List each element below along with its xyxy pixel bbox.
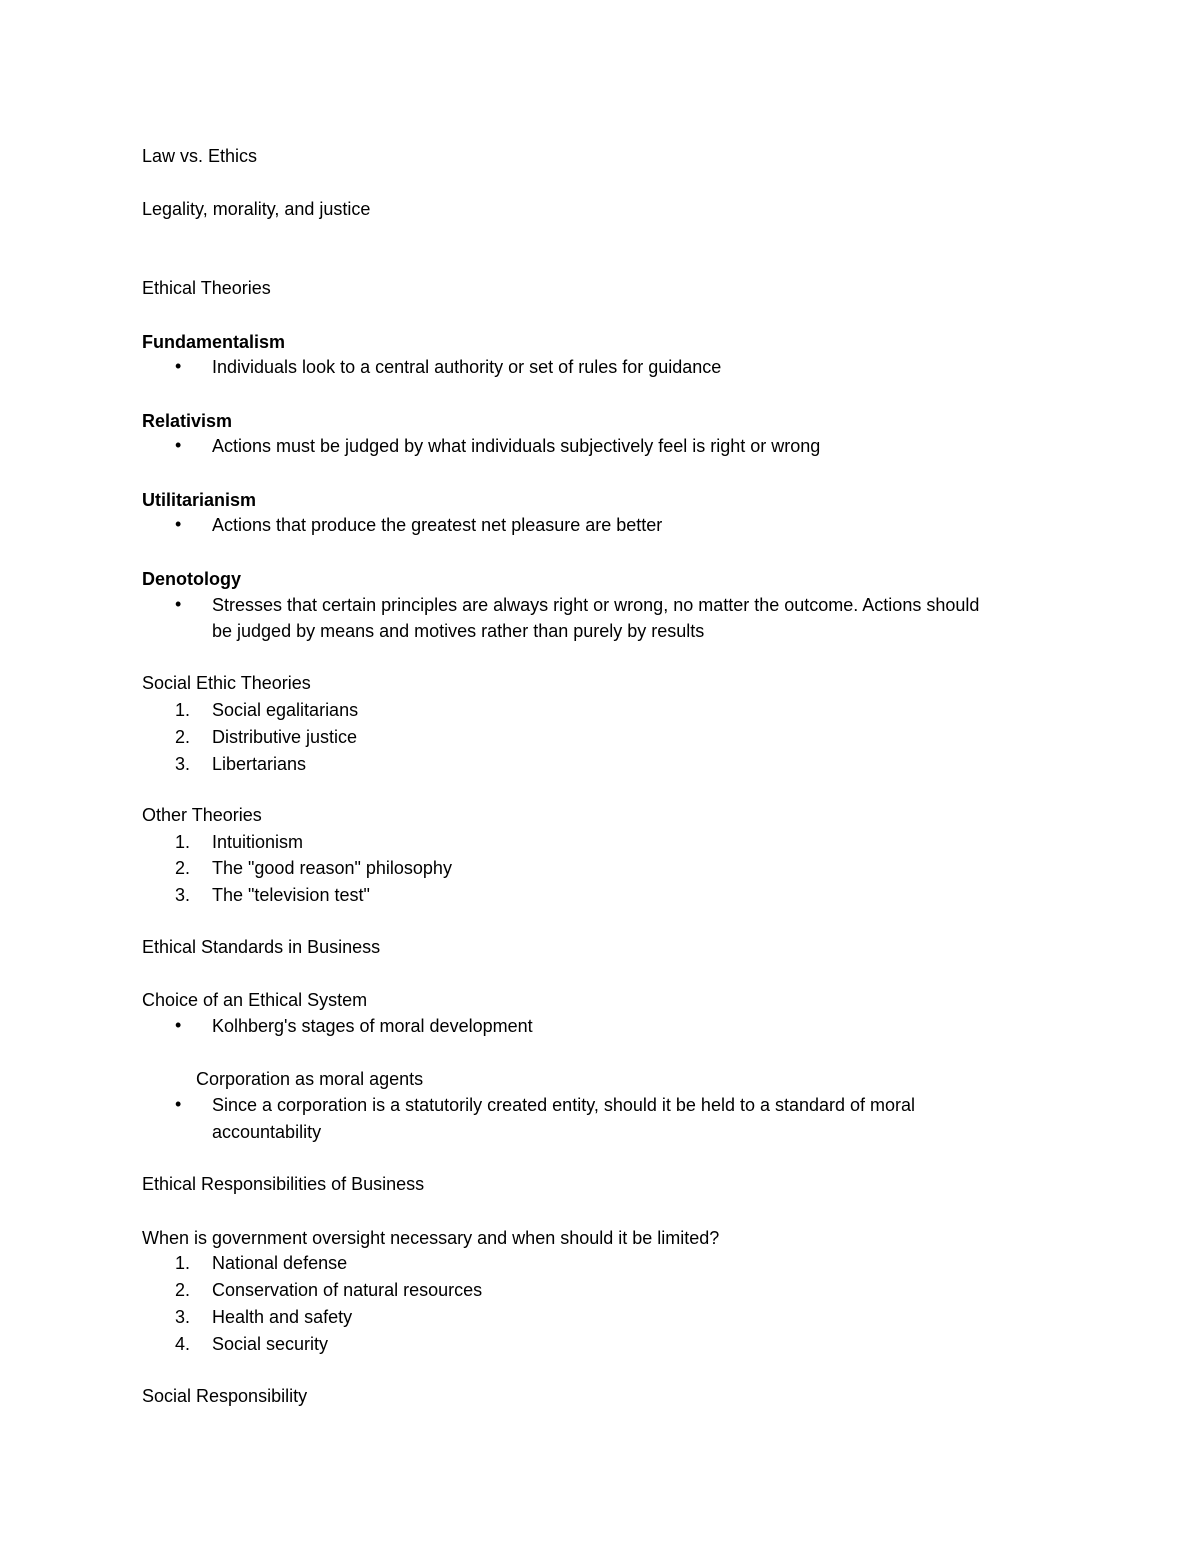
utilitarianism-heading: Utilitarianism: [142, 490, 257, 510]
denotology-bullet-line2: be judged by means and motives rather than purely by results: [212, 621, 705, 641]
bullet-icon: •: [175, 356, 182, 376]
list-number: 3.: [175, 754, 191, 774]
list-number: 2.: [175, 858, 191, 878]
doc-subtitle: Legality, morality, and justice: [142, 199, 371, 219]
denotology-bullet-line1: Stresses that certain principles are always right or wrong, no matter the outcome. Actions should: [212, 595, 980, 615]
choice-heading: Choice of an Ethical System: [142, 990, 368, 1010]
list-item: Conservation of natural resources: [212, 1280, 483, 1300]
fundamentalism-heading: Fundamentalism: [142, 332, 286, 352]
government-heading: When is government oversight necessary and when should it be limited?: [142, 1228, 720, 1248]
list-item: Intuitionism: [212, 832, 304, 852]
social-responsibility-heading: Social Responsibility: [142, 1386, 308, 1406]
list-item: Social security: [212, 1334, 329, 1354]
list-number: 2.: [175, 727, 191, 747]
ethical-standards-heading: Ethical Standards in Business: [142, 937, 381, 957]
list-item: National defense: [212, 1253, 348, 1273]
ethical-theories-heading: Ethical Theories: [142, 278, 271, 298]
list-number: 1.: [175, 832, 191, 852]
bullet-icon: •: [175, 1094, 182, 1114]
list-item: The "television test": [212, 885, 370, 905]
list-number: 3.: [175, 1307, 191, 1327]
utilitarianism-bullet: Actions that produce the greatest net pleasure are better: [212, 515, 663, 535]
other-theories-heading: Other Theories: [142, 805, 262, 825]
choice-bullet: Kolhberg's stages of moral development: [212, 1016, 533, 1036]
denotology-heading: Denotology: [142, 569, 241, 589]
list-number: 4.: [175, 1334, 191, 1354]
social-ethic-heading: Social Ethic Theories: [142, 673, 311, 693]
corporation-bullet-line2: accountability: [212, 1122, 322, 1142]
responsibilities-heading: Ethical Responsibilities of Business: [142, 1174, 425, 1194]
corporation-bullet-line1: Since a corporation is a statutorily created entity, should it be held to a standard of moral: [212, 1095, 916, 1115]
fundamentalism-bullet: Individuals look to a central authority or set of rules for guidance: [212, 357, 722, 377]
list-number: 1.: [175, 700, 191, 720]
relativism-bullet: Actions must be judged by what individuals subjectively feel is right or wrong: [212, 436, 821, 456]
list-number: 3.: [175, 885, 191, 905]
list-item: Social egalitarians: [212, 700, 359, 720]
list-number: 1.: [175, 1253, 191, 1273]
list-number: 2.: [175, 1280, 191, 1300]
bullet-icon: •: [175, 435, 182, 455]
doc-title: Law vs. Ethics: [142, 146, 258, 166]
list-item: Libertarians: [212, 754, 307, 774]
relativism-heading: Relativism: [142, 411, 233, 431]
list-item: Health and safety: [212, 1307, 353, 1327]
list-item: The "good reason" philosophy: [212, 858, 452, 878]
corporation-heading: Corporation as moral agents: [196, 1069, 424, 1089]
bullet-icon: •: [175, 1015, 182, 1035]
bullet-icon: •: [175, 514, 182, 534]
bullet-icon: •: [175, 594, 182, 614]
list-item: Distributive justice: [212, 727, 358, 747]
